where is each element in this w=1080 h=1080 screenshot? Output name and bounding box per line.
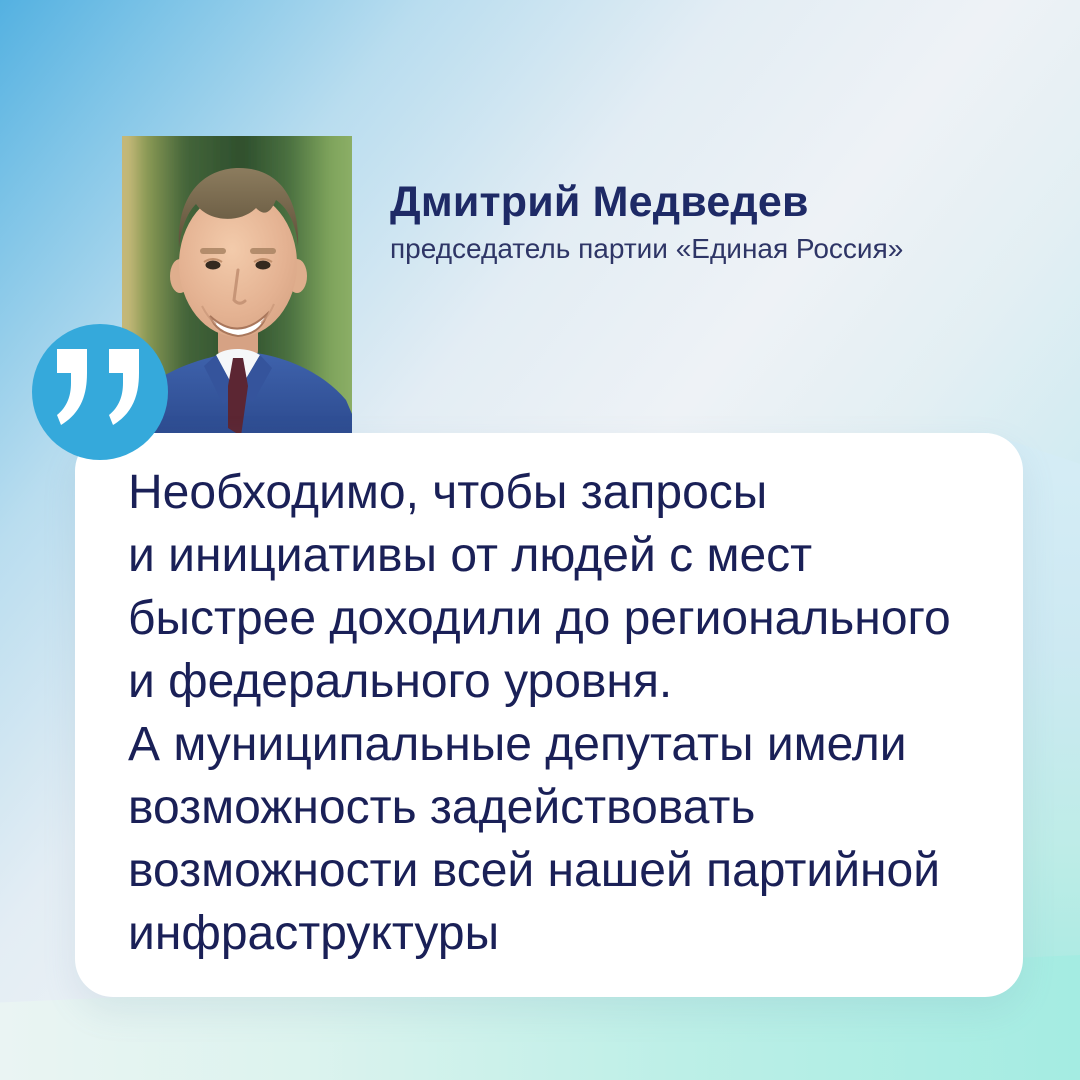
quote-line: инфраструктуры xyxy=(128,907,500,960)
quote-line: возможности всей нашей партийной xyxy=(128,844,941,897)
quote-line: Необходимо, чтобы запросы xyxy=(128,466,768,519)
portrait-eye-right xyxy=(256,261,271,270)
quote-text xyxy=(128,461,951,965)
quote-line: и инициативы от людей с мест xyxy=(128,529,813,582)
speaker-header xyxy=(390,180,990,264)
quote-line: возможность задействовать xyxy=(128,781,756,834)
quote-line: и федерального уровня. xyxy=(128,655,673,708)
speaker-title: председатель партии «Единая Россия» xyxy=(390,233,904,264)
quote-card xyxy=(75,433,1023,997)
quote-icon xyxy=(57,349,139,425)
speaker-name: Дмитрий Медведев xyxy=(390,178,809,226)
quote-line: А муниципальные депутаты имели xyxy=(128,718,907,771)
quote-badge xyxy=(32,324,168,460)
quote-line: быстрее доходили до регионального xyxy=(128,592,951,645)
portrait-eye-left xyxy=(206,261,221,270)
